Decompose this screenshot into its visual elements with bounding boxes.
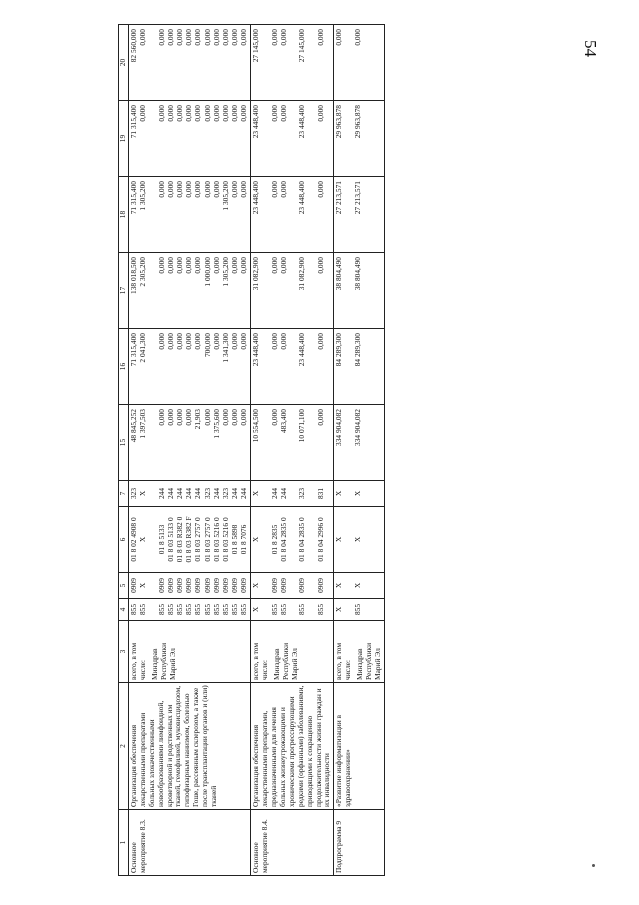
year-2020-value: 82 560,000 xyxy=(129,29,138,63)
kbk-csr-cell xyxy=(129,507,251,573)
kbk-grbs-value: 855 xyxy=(138,603,148,616)
year-2017-value: 38 804,490 xyxy=(334,257,344,291)
year-2018-value: 1 305,200 xyxy=(220,181,230,211)
year-2015-value: 334 904,082 xyxy=(334,409,344,446)
year-2015-value: 0,000 xyxy=(174,409,184,426)
executor-cell xyxy=(251,621,334,683)
kbk-grbs-value: 855 xyxy=(211,603,221,616)
kbk-csr-value: X xyxy=(251,536,261,543)
kbk-csr-value: 01 8 04 2996 0 xyxy=(315,517,325,562)
kbk-csr-cell xyxy=(251,507,334,573)
year-2019-value: 29 963,878 xyxy=(352,105,362,139)
year-2018-value: 0,000 xyxy=(193,181,203,198)
kbk-grbs-cell xyxy=(251,599,334,621)
year-2018-value: 0,000 xyxy=(230,181,240,198)
year-2017-value: 0,000 xyxy=(184,257,194,274)
kbk-grbs-value: 855 xyxy=(129,603,138,616)
program-name-cell: Подпрограмма 9 xyxy=(334,810,384,876)
year-2016-value: 0,000 xyxy=(239,333,249,350)
column-header-18: 18 xyxy=(119,177,129,253)
year-2019-value: 0,000 xyxy=(315,105,325,122)
column-header-19: 19 xyxy=(119,101,129,177)
year-2018-value: 0,000 xyxy=(239,181,249,198)
year-2015-value: 0,000 xyxy=(165,409,175,426)
kbk-csr-value: 01 8 03 2757 0 xyxy=(193,517,203,562)
kbk-grbs-value: 855 xyxy=(202,603,212,616)
year-2017-value: 0,000 xyxy=(165,257,175,274)
kbk-csr-value: 01 8 03 5133 0 xyxy=(165,517,175,562)
year-2019-value: 0,000 xyxy=(279,105,288,122)
total-label: всего, в том числе: xyxy=(334,642,353,680)
year-2019-value: 0,000 xyxy=(269,105,279,122)
kbk-vr-value: X xyxy=(334,490,344,497)
year-2020-value: 0,000 xyxy=(165,29,175,46)
executor-name: Минздрав Республики Марий Эл xyxy=(272,642,299,680)
column-header-15: 15 xyxy=(119,405,129,481)
year-2015-value: 10 554,500 xyxy=(251,409,261,443)
year-2019-value: 0,000 xyxy=(156,105,166,122)
kbk-vr-value: 244 xyxy=(269,487,279,500)
kbk-vr-value: 244 xyxy=(230,487,240,500)
year-2019-value: 71 315,400 xyxy=(129,105,138,139)
year-2015-value: 0,000 xyxy=(230,409,240,426)
year-2016-value: 1 341,300 xyxy=(220,333,230,363)
year-2018-value: 0,000 xyxy=(211,181,221,198)
column-header-16: 16 xyxy=(119,329,129,405)
year-2016-value: 84 289,300 xyxy=(352,333,362,367)
page-number: 54 xyxy=(581,40,600,57)
kbk-csr-value: X xyxy=(138,536,148,543)
kbk-csr-cell xyxy=(334,507,384,573)
rotated-table-container xyxy=(118,31,618,876)
kbk-vr-value: 323 xyxy=(202,487,212,500)
kbk-rz-cell xyxy=(334,573,384,599)
year-2016-value: 700,000 xyxy=(202,333,212,358)
year-2015-value: 0,000 xyxy=(239,409,249,426)
total-label: всего, в том числе: xyxy=(129,642,147,680)
year-2020-value: 0,000 xyxy=(138,29,148,46)
column-header-7: 7 xyxy=(119,481,129,507)
executor-cell xyxy=(129,621,251,683)
year-2020-value: 27 145,000 xyxy=(251,29,261,63)
kbk-grbs-value: 855 xyxy=(156,603,166,616)
kbk-vr-value: 244 xyxy=(239,487,249,500)
year-2020-value: 0,000 xyxy=(174,29,184,46)
year-2018-cell xyxy=(129,177,251,253)
kbk-csr-value: 01 8 03 5216 0 xyxy=(211,517,221,562)
program-name-cell: Основное мероприятие 8.3. xyxy=(129,810,251,876)
year-2017-value: 0,000 xyxy=(315,257,325,274)
year-2017-value: 0,000 xyxy=(174,257,184,274)
year-2015-value: 0,000 xyxy=(156,409,166,426)
table-row xyxy=(129,25,251,876)
year-2019-value: 0,000 xyxy=(202,105,212,122)
year-2015-value: 1 397,503 xyxy=(138,409,148,439)
year-2017-cell xyxy=(129,253,251,329)
kbk-rz-value: 0909 xyxy=(129,578,138,593)
column-header-3: 3 xyxy=(119,621,129,683)
kbk-csr-value: 01 8 03 R382 F xyxy=(184,516,194,563)
year-2020-value: 0,000 xyxy=(334,29,344,46)
year-2017-value: 138 018,500 xyxy=(129,257,138,294)
kbk-csr-value: 01 8 04 2835 0 xyxy=(297,517,307,562)
program-title-cell: Организация обеспечения лекарственными препаратами, предназначенными для лечения больных жизнеугрожающими и хроническими прогрессирующими редкими (орфанными) заболеваниями, приводящими к сокращению продолжительности жизни граждан и их инвалидности xyxy=(251,683,334,810)
column-header-5: 5 xyxy=(119,573,129,599)
executor-name: Минздрав Республики Марий Эл xyxy=(355,642,382,680)
year-2016-cell xyxy=(251,329,334,405)
year-2016-value: 0,000 xyxy=(269,333,279,350)
year-2015-value: 21,903 xyxy=(193,409,203,430)
kbk-csr-value: X xyxy=(352,536,362,543)
kbk-grbs-value: X xyxy=(334,606,344,613)
year-2017-value: 0,000 xyxy=(156,257,166,274)
year-2020-value: 0,000 xyxy=(352,29,362,46)
year-2017-value: 1 305,200 xyxy=(220,257,230,287)
year-2019-value: 23 448,400 xyxy=(297,105,307,139)
year-2015-value: 10 071,100 xyxy=(297,409,307,443)
kbk-csr-value: 01 8 2835 xyxy=(269,524,279,555)
year-2017-value: 0,000 xyxy=(269,257,279,274)
kbk-csr-value: 01 8 04 2835 0 xyxy=(279,517,288,562)
kbk-csr-value: 01 8 7076 xyxy=(239,524,249,555)
kbk-rz-value: X xyxy=(138,582,148,589)
year-2018-value: 27 213,571 xyxy=(334,181,344,215)
year-2015-value: 0,000 xyxy=(184,409,194,426)
kbk-rz-value: X xyxy=(251,582,261,589)
kbk-vr-value: 323 xyxy=(297,487,307,500)
kbk-rz-value: 0909 xyxy=(269,578,279,593)
year-2016-value: 0,000 xyxy=(174,333,184,350)
kbk-csr-value: 01 8 5133 xyxy=(156,524,166,555)
year-2016-value: 0,000 xyxy=(315,333,325,350)
year-2018-cell xyxy=(251,177,334,253)
kbk-grbs-value: X xyxy=(251,606,261,613)
year-2019-cell xyxy=(129,101,251,177)
year-2019-value: 29 963,878 xyxy=(334,105,344,139)
year-2017-cell xyxy=(334,253,384,329)
table-row xyxy=(334,25,384,876)
year-2017-value: 38 804,490 xyxy=(352,257,362,291)
kbk-vr-value: 244 xyxy=(174,487,184,500)
year-2015-value: 334 904,082 xyxy=(352,409,362,446)
kbk-vr-value: X xyxy=(138,490,148,497)
year-2016-cell xyxy=(334,329,384,405)
year-2019-cell xyxy=(334,101,384,177)
kbk-grbs-value: 855 xyxy=(165,603,175,616)
budget-table xyxy=(118,24,385,876)
kbk-vr-value: 831 xyxy=(315,487,325,500)
year-2019-value: 0,000 xyxy=(220,105,230,122)
kbk-rz-value: 0909 xyxy=(315,578,325,593)
year-2018-value: 0,000 xyxy=(315,181,325,198)
kbk-grbs-value: 855 xyxy=(269,603,279,616)
kbk-rz-value: 0909 xyxy=(230,578,240,593)
year-2019-value: 0,000 xyxy=(138,105,148,122)
kbk-rz-cell xyxy=(251,573,334,599)
kbk-vr-value: 323 xyxy=(129,487,138,500)
program-title-cell: Организация обеспечения лекарственными препаратами больных злокачественными новообразованиями лимфоидной, кроветворной и родственных им тканей, гемофилией, муковисцидозом, гипофизарным нанизмом, болезнью Гоше, рассеянным склерозом, а также после трансплантации органов и (или) тканей xyxy=(129,683,251,810)
kbk-grbs-value: 855 xyxy=(279,603,288,616)
kbk-rz-value: X xyxy=(352,582,362,589)
kbk-grbs-value: 855 xyxy=(193,603,203,616)
year-2018-value: 0,000 xyxy=(269,181,279,198)
kbk-grbs-value: 855 xyxy=(352,603,362,616)
year-2017-value: 31 082,900 xyxy=(297,257,307,291)
column-header-17: 17 xyxy=(119,253,129,329)
year-2020-cell xyxy=(129,25,251,101)
year-2020-value: 0,000 xyxy=(211,29,221,46)
kbk-csr-value: 01 8 03 5216 0 xyxy=(220,517,230,562)
year-2015-cell xyxy=(129,405,251,481)
year-2016-value: 84 289,300 xyxy=(334,333,344,367)
year-2020-value: 0,000 xyxy=(269,29,279,46)
table-body xyxy=(129,25,385,876)
kbk-rz-value: 0909 xyxy=(297,578,307,593)
year-2015-cell xyxy=(251,405,334,481)
year-2020-cell xyxy=(334,25,384,101)
kbk-csr-value: 01 8 03 2757 0 xyxy=(202,517,212,562)
header-row xyxy=(119,25,129,876)
year-2018-value: 23 448,400 xyxy=(251,181,261,215)
year-2016-value: 23 448,400 xyxy=(297,333,307,367)
year-2016-value: 0,000 xyxy=(165,333,175,350)
column-header-20: 20 xyxy=(119,25,129,101)
year-2020-value: 0,000 xyxy=(279,29,288,46)
kbk-rz-value: 0909 xyxy=(174,578,184,593)
year-2020-value: 27 145,000 xyxy=(297,29,307,63)
year-2018-value: 1 305,200 xyxy=(138,181,148,211)
year-2015-cell xyxy=(334,405,384,481)
kbk-grbs-value: 855 xyxy=(239,603,249,616)
kbk-vr-value: 244 xyxy=(156,487,166,500)
year-2015-value: 0,000 xyxy=(315,409,325,426)
kbk-rz-value: 0909 xyxy=(220,578,230,593)
year-2015-value: 0,000 xyxy=(269,409,279,426)
year-2016-value: 0,000 xyxy=(156,333,166,350)
column-header-2: 2 xyxy=(119,683,129,810)
kbk-vr-cell xyxy=(129,481,251,507)
kbk-rz-value: 0909 xyxy=(202,578,212,593)
table-row xyxy=(251,25,334,876)
kbk-vr-value: 244 xyxy=(211,487,221,500)
kbk-grbs-value: 855 xyxy=(315,603,325,616)
kbk-rz-value: X xyxy=(334,582,344,589)
kbk-vr-value: 244 xyxy=(165,487,175,500)
total-label: всего, в том числе: xyxy=(251,642,270,680)
kbk-rz-value: 0909 xyxy=(165,578,175,593)
year-2017-cell xyxy=(251,253,334,329)
year-2016-value: 0,000 xyxy=(230,333,240,350)
kbk-rz-value: 0909 xyxy=(193,578,203,593)
year-2017-value: 1 000,000 xyxy=(202,257,212,287)
kbk-rz-value: 0909 xyxy=(184,578,194,593)
kbk-vr-cell xyxy=(251,481,334,507)
kbk-rz-value: 0909 xyxy=(239,578,249,593)
program-title-cell: «Развитие информатизации в здравоохранении» xyxy=(334,683,384,810)
kbk-grbs-cell xyxy=(334,599,384,621)
year-2016-value: 0,000 xyxy=(279,333,288,350)
kbk-vr-value: 244 xyxy=(193,487,203,500)
executor-cell xyxy=(334,621,384,683)
year-2020-value: 0,000 xyxy=(193,29,203,46)
kbk-rz-value: 0909 xyxy=(156,578,166,593)
year-2018-value: 0,000 xyxy=(165,181,175,198)
year-2017-value: 0,000 xyxy=(211,257,221,274)
year-2016-value: 2 041,300 xyxy=(138,333,148,363)
year-2019-value: 0,000 xyxy=(211,105,221,122)
year-2015-value: 0,000 xyxy=(202,409,212,426)
year-2019-value: 0,000 xyxy=(239,105,249,122)
kbk-csr-value: X xyxy=(334,536,344,543)
kbk-grbs-cell xyxy=(129,599,251,621)
kbk-vr-value: X xyxy=(352,490,362,497)
year-2019-value: 0,000 xyxy=(174,105,184,122)
kbk-grbs-value: 855 xyxy=(174,603,184,616)
year-2019-value: 0,000 xyxy=(184,105,194,122)
program-name-cell: Основное мероприятие 8.4. xyxy=(251,810,334,876)
year-2019-value: 0,000 xyxy=(230,105,240,122)
year-2018-cell xyxy=(334,177,384,253)
year-2020-value: 0,000 xyxy=(220,29,230,46)
year-2019-cell xyxy=(251,101,334,177)
year-2017-value: 0,000 xyxy=(239,257,249,274)
kbk-grbs-value: 855 xyxy=(230,603,240,616)
year-2016-value: 0,000 xyxy=(184,333,194,350)
column-header-4: 4 xyxy=(119,599,129,621)
kbk-csr-value: 01 8 03 R382 0 xyxy=(174,516,184,563)
year-2016-value: 23 448,400 xyxy=(251,333,261,367)
kbk-csr-value: 01 8 5898 xyxy=(230,524,240,555)
year-2015-value: 483,400 xyxy=(279,409,288,434)
year-2018-value: 23 448,400 xyxy=(297,181,307,215)
year-2016-value: 71 315,400 xyxy=(129,333,138,367)
year-2020-value: 0,000 xyxy=(315,29,325,46)
year-2019-value: 0,000 xyxy=(193,105,203,122)
kbk-vr-cell xyxy=(334,481,384,507)
kbk-vr-value: X xyxy=(251,490,261,497)
year-2018-value: 0,000 xyxy=(174,181,184,198)
year-2020-value: 0,000 xyxy=(184,29,194,46)
year-2018-value: 0,000 xyxy=(156,181,166,198)
year-2017-value: 31 082,900 xyxy=(251,257,261,291)
kbk-rz-value: 0909 xyxy=(211,578,221,593)
year-2019-value: 23 448,400 xyxy=(251,105,261,139)
year-2015-value: 0,000 xyxy=(220,409,230,426)
kbk-vr-value: 323 xyxy=(220,487,230,500)
column-header-1: 1 xyxy=(119,810,129,876)
year-2019-value: 0,000 xyxy=(165,105,175,122)
year-2016-value: 0,000 xyxy=(211,333,221,350)
kbk-rz-cell xyxy=(129,573,251,599)
year-2020-value: 0,000 xyxy=(156,29,166,46)
year-2018-value: 0,000 xyxy=(202,181,212,198)
year-2016-cell xyxy=(129,329,251,405)
year-2017-value: 0,000 xyxy=(230,257,240,274)
kbk-grbs-value: 855 xyxy=(297,603,307,616)
year-2020-value: 0,000 xyxy=(239,29,249,46)
year-2018-value: 71 315,400 xyxy=(129,181,138,215)
year-2016-value: 0,000 xyxy=(193,333,203,350)
kbk-grbs-value: 855 xyxy=(184,603,194,616)
year-2020-value: 0,000 xyxy=(202,29,212,46)
year-2017-value: 0,000 xyxy=(279,257,288,274)
year-2017-value: 0,000 xyxy=(193,257,203,274)
kbk-rz-value: 0909 xyxy=(279,578,288,593)
year-2020-cell xyxy=(251,25,334,101)
year-2017-value: 2 305,200 xyxy=(138,257,148,287)
year-2015-value: 1 375,600 xyxy=(211,409,221,439)
column-header-6: 6 xyxy=(119,507,129,573)
kbk-csr-value: 01 8 02 4908 0 xyxy=(129,517,138,562)
kbk-vr-value: 244 xyxy=(184,487,194,500)
year-2018-value: 0,000 xyxy=(279,181,288,198)
kbk-grbs-value: 855 xyxy=(220,603,230,616)
year-2020-value: 0,000 xyxy=(230,29,240,46)
kbk-vr-value: 244 xyxy=(279,487,288,500)
year-2018-value: 27 213,571 xyxy=(352,181,362,215)
year-2018-value: 0,000 xyxy=(184,181,194,198)
executor-name: Минздрав Республики Марий Эл xyxy=(149,642,177,680)
year-2015-value: 48 845,252 xyxy=(129,409,138,443)
